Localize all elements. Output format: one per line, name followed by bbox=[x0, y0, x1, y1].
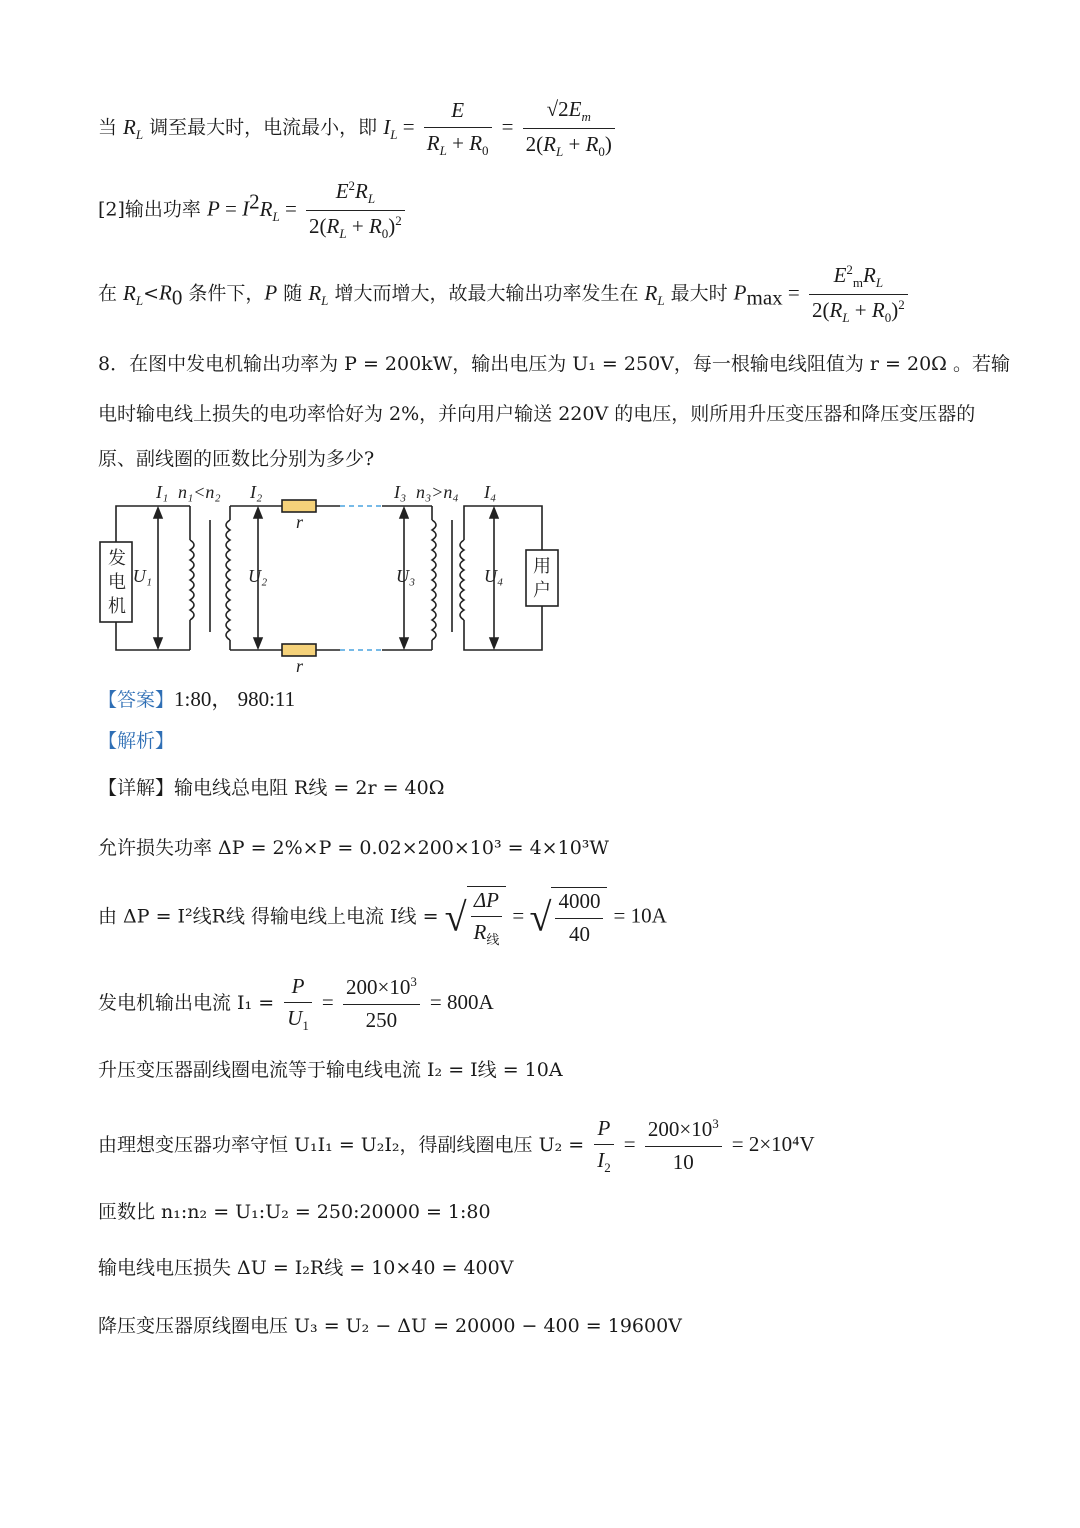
generator-char-3: 机 bbox=[108, 596, 126, 617]
resistor-bottom bbox=[282, 644, 316, 656]
generator-char-1: 发 bbox=[108, 548, 126, 569]
label-U1: U₁ bbox=[132, 566, 152, 586]
sqrt-expr: √ $\frac{\Delta P}{R_线}$ bbox=[445, 886, 507, 949]
question-line-1: 8．在图中发电机输出功率为 P = 200kW，输出电压为 U₁ = 250V，每一根输电线阻值为 r = 20Ω 。若输 bbox=[98, 353, 1010, 375]
sqrt-expr: √ $\frac{4000}{40}$ bbox=[530, 887, 608, 948]
label-U4: U₄ bbox=[484, 566, 504, 586]
label-I2: I₂ bbox=[250, 482, 263, 502]
secondary-coil-1 bbox=[226, 520, 230, 640]
solution-line-1: 【详解】输电线总电阻 R线 = 2r = 40Ω bbox=[98, 777, 445, 799]
user-char-1: 用 bbox=[533, 556, 551, 577]
transformer-circuit-diagram bbox=[96, 480, 566, 680]
label-I1: I₁ bbox=[156, 482, 169, 502]
detail-tag: 【详解】 bbox=[98, 777, 175, 799]
label-I4: I₄ bbox=[484, 482, 497, 502]
primary-coil-2 bbox=[432, 520, 436, 640]
analysis-tag: 【解析】 bbox=[98, 730, 175, 752]
label-U3: U₃ bbox=[396, 566, 416, 586]
primary-coil-1 bbox=[190, 540, 194, 620]
label-U2: U₂ bbox=[248, 566, 268, 586]
solution-line-4: 发电机输出电流 I₁ = $\frac{P}{U_1}$ = $\frac{200\times 10^3}{250}$ = 800A bbox=[98, 974, 494, 1034]
label-r-bottom: r bbox=[296, 656, 304, 676]
intro-line-3: 在 $R_L<R_0$ 条件下，P 随 $R_L$ 增大而增大，故最大输出功率发生在 $R_L$ 最大时 $P_{max}$ = $\frac{E^2_mR_L}{2(R_L + R_0)^2}$ bbox=[98, 262, 912, 327]
intro-line-2: [2]输出功率 $P = I^2R_L$ = $\frac{E^2R_L}{2(R_L + R_0)^2}$ bbox=[98, 178, 409, 243]
label-n3-n4: n₃>n₄ bbox=[416, 482, 459, 502]
solution-line-2: 允许损失功率 ΔP = 2%×P = 0.02×200×10³ = 4×10³W bbox=[98, 837, 609, 859]
solution-line-5: 升压变压器副线圈电流等于输电线电流 I₂ = I线 = 10A bbox=[98, 1059, 563, 1081]
generator-char-2: 电 bbox=[108, 572, 126, 593]
solution-line-8: 输电线电压损失 ΔU = I₂R线 = 10×40 = 400V bbox=[98, 1257, 514, 1279]
label-I3: I₃ bbox=[394, 482, 407, 502]
label-r-top: r bbox=[296, 512, 304, 532]
fraction: $\frac{E^2R_L}{2(R_L + R_0)^2}$ bbox=[306, 178, 405, 243]
solution-line-7: 匝数比 n₁:n₂ = U₁:U₂ = 250:20000 = 1:80 bbox=[98, 1201, 491, 1223]
question-line-3: 原、副线圈的匝数比分别为多少? bbox=[98, 448, 375, 470]
secondary-coil-2 bbox=[460, 540, 464, 620]
solution-line-9: 降压变压器原线圈电压 U₃ = U₂ − ΔU = 20000 − 400 = 19600V bbox=[98, 1315, 682, 1337]
answer-line bbox=[98, 686, 295, 713]
fraction: $\frac{E}{R_L + R_0}$ bbox=[424, 97, 492, 159]
solution-line-6: 由理想变压器功率守恒 U₁I₁ = U₂I₂，得副线圈电压 U₂ = $\frac{P}{I_2}$ = $\frac{200\times 10^3}{10}$ = 2×10⁴V bbox=[98, 1116, 815, 1176]
user-char-2: 户 bbox=[533, 580, 551, 601]
answer-value: 1:80， 980:11 bbox=[174, 687, 296, 711]
fraction: $\frac{√2E_m}{2(R_L + R_0)}$ bbox=[523, 96, 615, 161]
fraction: $\frac{E^2_mR_L}{2(R_L + R_0)^2}$ bbox=[809, 262, 908, 327]
label-n1-n2: n₁<n₂ bbox=[178, 482, 221, 502]
answer-tag: 【答案】 bbox=[98, 689, 175, 711]
intro-line-1: 当 $R_L$ 调至最大时，电流最小，即 $I_L$ = $\frac{E}{R_L + R_0}$ = $\frac{√2E_m}{2(R_L + R_0)}$ bbox=[98, 96, 619, 161]
resistor-top bbox=[282, 500, 316, 512]
question-line-2: 电时输电线上损失的电功率恰好为 2%，并向用户输送 220V 的电压，则所用升压变压器和降压变压器的 bbox=[98, 403, 976, 425]
solution-line-3: 由 ΔP = I²线R线 得输电线上电流 I线 = √ $\frac{\Delta P}{R_线}$ = √ $\frac{4000}{40}$ = 10A bbox=[98, 888, 667, 948]
